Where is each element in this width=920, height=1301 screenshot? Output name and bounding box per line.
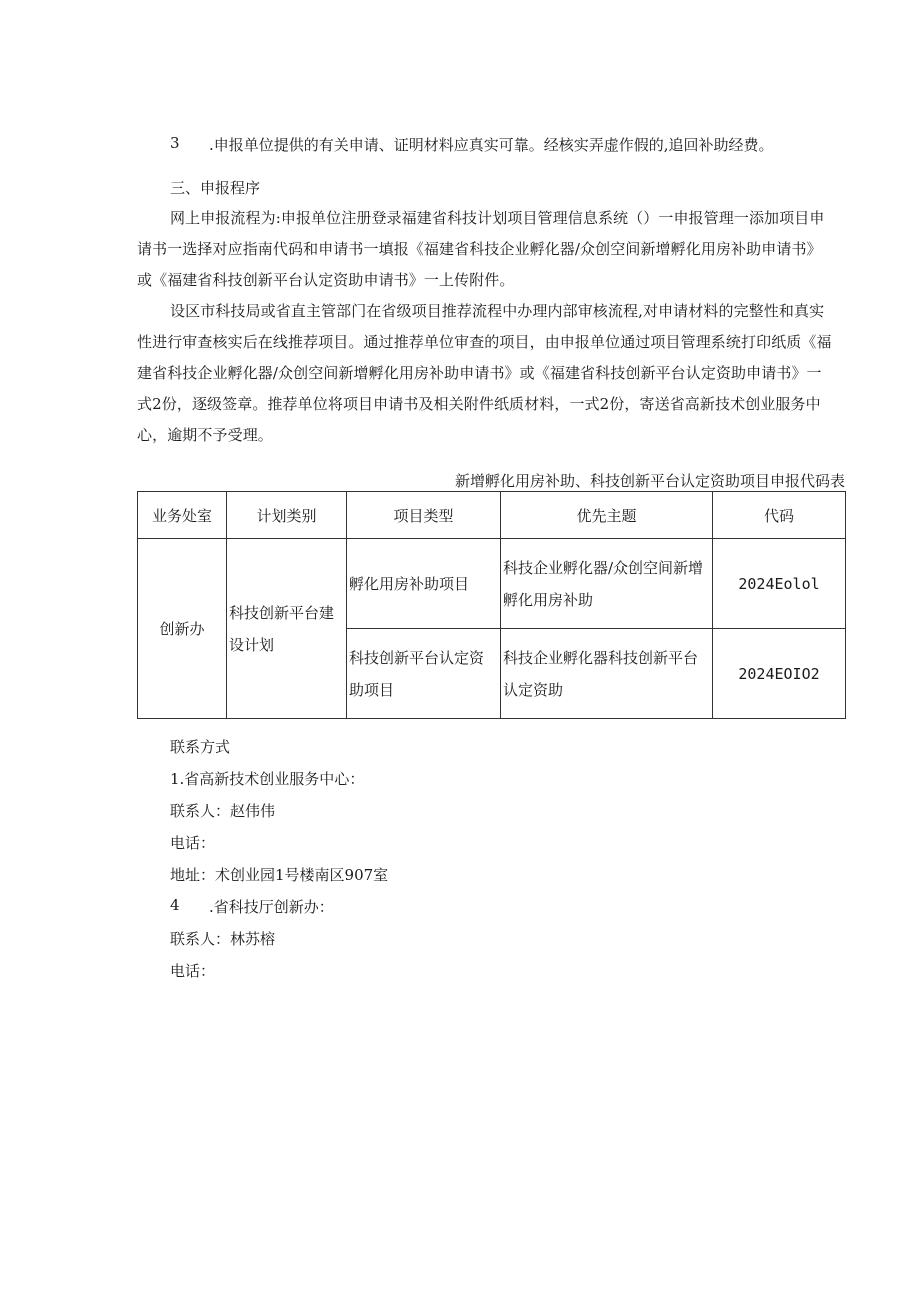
center-address: 地址：术创业园1号楼南区907室 [170, 866, 389, 884]
plan-text: 科技创新平台建设计划 [229, 603, 335, 654]
header-theme: 优先主题 [501, 492, 713, 539]
table-caption: 新增孵化用房补助、科技创新平台认定资助项目申报代码表 [454, 472, 845, 490]
center-phone: 电话： [170, 834, 216, 852]
type-text: 科技创新平台认定资助项目 [349, 648, 485, 699]
review-line-3: 建省科技企业孵化器/众创空间新增孵化用房补助申请书》或《福建省科技创新平台认定资助申请书》一 [137, 364, 822, 382]
theme-text: 科技企业孵化器/众创空间新增孵化用房补助 [503, 558, 704, 609]
plan-cell [227, 539, 347, 719]
section3-heading: 三、申报程序 [170, 179, 261, 197]
dept-title: .省科技厅创新办： [209, 898, 334, 916]
item3-text: .申报单位提供的有关申请、证明材料应真实可靠。经核实弄虚作假的,追回补助经费。 [209, 136, 774, 154]
table-row [138, 539, 846, 629]
theme-text: 科技企业孵化器科技创新平台认定资助 [503, 648, 699, 699]
online-procedure-line-1: 网上申报流程为:申报单位注册登录福建省科技计划项目管理信息系统（）一申报管理一添加项目申 [170, 209, 825, 227]
contacts-heading: 联系方式 [170, 738, 231, 756]
table-header-row [138, 492, 846, 539]
review-line-5: 心，逾期不予受理。 [137, 426, 273, 444]
type-cell [347, 539, 501, 629]
theme-cell [501, 629, 713, 719]
code-table [137, 491, 846, 719]
theme-cell [501, 539, 713, 629]
header-code: 代码 [713, 492, 846, 539]
dept-phone: 电话： [170, 962, 216, 980]
review-line-2: 性进行审查核实后在线推荐项目。通过推荐单位审查的项目，由申报单位通过项目管理系统打印纸质《福 [137, 333, 832, 351]
dept-person: 联系人：林苏榕 [170, 930, 276, 948]
type-text: 孵化用房补助项目 [349, 574, 470, 593]
online-procedure-line-3: 或《福建省科技创新平台认定资助申请书》一上传附件。 [137, 271, 515, 289]
review-line-1: 设区市科技局或省直主管部门在省级项目推荐流程中办理内部审核流程,对申请材料的完整性和真实 [170, 302, 825, 320]
center-title: 1.省高新技术创业服务中心： [170, 770, 365, 788]
office-cell: 创新办 [138, 539, 227, 719]
review-line-4: 式2份，逐级签章。推荐单位将项目申请书及相关附件纸质材料，一式2份，寄送省高新技术创业服务中 [137, 395, 821, 413]
code-cell: 2024EOIO2 [713, 629, 846, 719]
dept-number: 4 [170, 896, 180, 914]
center-person: 联系人：赵伟伟 [170, 802, 276, 820]
item3-number: 3 [170, 134, 180, 152]
code-cell: 2024Eolol [713, 539, 846, 629]
header-office: 业务处室 [138, 492, 227, 539]
header-type: 项目类型 [347, 492, 501, 539]
online-procedure-line-2: 请书一选择对应指南代码和申请书一填报《福建省科技企业孵化器/众创空间新增孵化用房补助申请书》 [137, 240, 822, 258]
type-cell [347, 629, 501, 719]
header-plan: 计划类别 [227, 492, 347, 539]
